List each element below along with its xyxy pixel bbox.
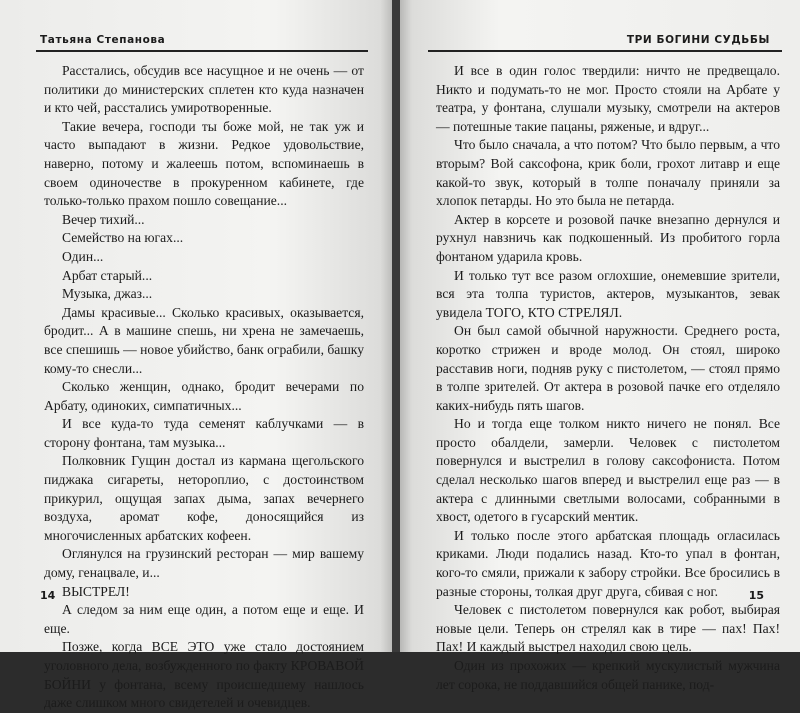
- running-head-title: ТРИ БОГИНИ СУДЬБЫ: [626, 34, 770, 46]
- paragraph: Актер в корсете и розовой пачке внезапно дернулся и рухнул навзничь как подкошенный. Из пробитого горла фонтаном ударила кровь.: [436, 211, 780, 264]
- paragraph: Один из прохожих — крепкий мускулистый мужчина лет сорока, не поддавшийся общей панике, под-: [436, 658, 780, 692]
- paragraph: ВЫСТРЕЛ!: [62, 583, 130, 599]
- paragraph: Но и тогда еще толком никто ничего не понял. Все просто обалдели, замерли. Человек с пистолетом повернулся и выстрелил в голову саксофониста. Потом сделал несколько шагов вперед и выстрелил еще раз — в актера с длинными светлыми волосами, собранными в хвост, одетого в гусарский ментик.: [436, 416, 780, 525]
- paragraph: Музыка, джаз...: [62, 286, 153, 302]
- header-rule: [36, 50, 368, 52]
- paragraph: Оглянулся на грузинский ресторан — мир вашему дому, генацвале, и...: [44, 546, 364, 581]
- paragraph: Сколько женщин, однако, бродит вечерами по Арбату, одиноких, симпатичных...: [44, 379, 364, 413]
- page-number-left: 14: [40, 589, 56, 602]
- paragraph: Такие вечера, господи ты боже мой, не так уж и часто выпадают в жизни. Редкое удовольствие, наверно, потому и жалеешь потом, вспоминаешь в своем одиночестве в прокуренном кабинете, где только-только прахом пошло совещание...: [44, 118, 364, 209]
- paragraph: И все куда-то туда семенят каблучками — в сторону фонтана, там музыка...: [44, 416, 364, 450]
- paragraph: Вечер тихий...: [62, 211, 145, 227]
- left-page-text: [44, 62, 364, 713]
- running-head-author: Татьяна Степанова: [40, 34, 166, 46]
- paragraph: Он был самой обычной наружности. Среднего роста, коротко стрижен и вроде молод. Он стоял, широко расставив ноги, подняв руку с пистолетом, — стоял прямо в толпе зрителей. От актера в розовой пачке его отделяло каких-нибудь пять шагов.: [436, 323, 780, 413]
- paragraph: Семейство на югах...: [62, 230, 184, 246]
- paragraph: И только после этого арбатская площадь огласилась криками. Люди подались назад. Кто-то упал в фонтан, кого-то смяли, прижали к забору стройки. Все бросились в разные стороны, толкая друг друга, сбивая с ног.: [436, 527, 780, 599]
- page-number-right: 15: [748, 589, 764, 602]
- paragraph: Человек с пистолетом повернулся как робот, выбирая новые цели. Теперь он стрелял как в тире — пах! Пах! Пах! И каждый выстрел находил свою цель.: [436, 602, 780, 655]
- paragraph: Что было сначала, а что потом? Что было первым, а что вторым? Вой саксофона, крик боли, грохот литавр и еще какой-то звук, который в толпе поначалу приняли за хлопок петарды. Но это была не петарда.: [436, 137, 780, 209]
- right-page-text: [436, 62, 780, 694]
- left-page: [0, 0, 392, 711]
- paragraph: И только тут все разом оглохшие, онемевшие зрители, вся эта толпа туристов, актеров, музыкантов, зевак увидела ТОГО, КТО СТРЕЛЯЛ.: [436, 267, 780, 320]
- book-gutter: [392, 0, 400, 652]
- paragraph: Полковник Гущин достал из кармана щегольского пиджака сигареты, нетороплио, с достоинством прикурил, ощущая запах дыма, запах вечернего воздуха, аромат кофе, доносящийся из многочисленных арбатских кофеен.: [44, 453, 364, 543]
- paragraph: Арбат старый...: [62, 267, 153, 283]
- paragraph: Один...: [62, 248, 104, 264]
- paragraph: Дамы красивые... Сколько красивых, оказывается, бродит... А в машине спешь, ни хрена не замечаешь, все спешишь — новое убийство, банк ограбили, башку кому-то снесли...: [44, 304, 364, 376]
- paragraph: А следом за ним еще один, а потом еще и еще. И еще.: [44, 602, 364, 636]
- header-rule: [428, 50, 782, 52]
- paragraph: И все в один голос твердили: ничто не предвещало. Никто и подумать-то не мог. Просто стояли на Арбате у театра, у фонтана, слушали музыку, смотрели на актеров — потешные такие пацаны, ряженые, и вдруг...: [436, 63, 780, 134]
- paragraph: Позже, когда ВСЕ ЭТО уже стало достоянием уголовного дела, возбужденного по факту КРОВАВОЙ БОЙНИ у фонтана, всему происшедшему нашлось даже слишком много свидетелей и очевидцев.: [44, 639, 364, 711]
- paragraph: Расстались, обсудив все насущное и не очень — от политики до министерских сплетен кто куда назначен и кто чей, расстались умиротворенные.: [44, 63, 364, 116]
- right-page: [400, 0, 800, 692]
